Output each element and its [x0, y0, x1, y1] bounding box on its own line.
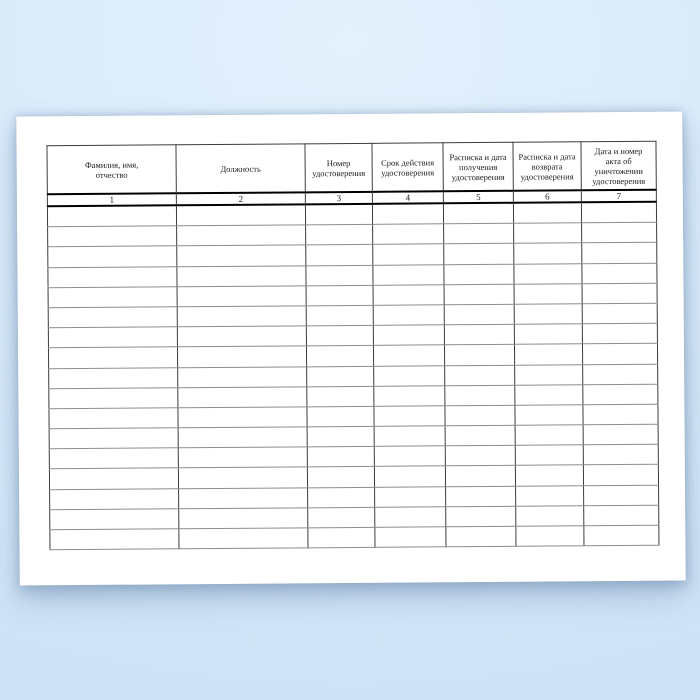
empty-cell: [177, 326, 306, 347]
column-number-3: 3: [305, 192, 372, 205]
empty-cell: [514, 263, 582, 284]
empty-cell: [307, 366, 374, 387]
document-page: [16, 112, 686, 586]
empty-cell: [374, 406, 445, 427]
empty-cell: [307, 386, 374, 407]
empty-cell: [176, 204, 305, 226]
empty-cell: [48, 226, 177, 247]
empty-cell: [373, 285, 444, 306]
column-number-7: 7: [581, 190, 656, 203]
empty-cell: [306, 245, 373, 266]
empty-cell: [178, 387, 307, 408]
table-head: [47, 141, 656, 206]
column-header-7: Дата и номер акта об уничтожении удостоверения: [581, 141, 656, 190]
empty-cell: [308, 527, 375, 548]
empty-cell: [445, 425, 515, 446]
empty-cell: [583, 364, 658, 385]
column-header-1: Фамилия, имя, отчество: [47, 145, 176, 194]
empty-cell: [514, 284, 582, 305]
empty-cell: [48, 266, 177, 287]
empty-cell: [374, 426, 445, 447]
column-number-2: 2: [176, 192, 305, 205]
empty-cell: [584, 485, 659, 506]
empty-cell: [306, 225, 373, 246]
empty-cell: [582, 323, 657, 344]
empty-cell: [514, 223, 582, 244]
empty-cell: [582, 263, 657, 284]
empty-cell: [583, 424, 658, 445]
empty-cell: [515, 384, 583, 405]
empty-cell: [50, 529, 179, 550]
empty-cell: [374, 446, 445, 467]
column-header-3: Номер удостоверения: [305, 143, 372, 192]
empty-cell: [48, 307, 177, 328]
empty-cell: [49, 468, 178, 489]
empty-cell: [581, 202, 656, 223]
empty-cell: [583, 444, 658, 465]
empty-cell: [306, 305, 373, 326]
empty-cell: [372, 203, 443, 224]
empty-cell: [178, 427, 307, 448]
empty-cell: [177, 245, 306, 266]
empty-cell: [514, 243, 582, 264]
empty-cell: [48, 347, 177, 368]
empty-cell: [374, 365, 445, 386]
empty-cell: [373, 264, 444, 285]
empty-cell: [583, 465, 658, 486]
empty-cell: [177, 346, 306, 367]
empty-cell: [582, 303, 657, 324]
empty-cell: [49, 387, 178, 408]
column-header-5: Расписка и дата получения удостоверения: [443, 142, 513, 191]
empty-cell: [178, 447, 307, 468]
empty-cell: [444, 324, 514, 345]
empty-cell: [305, 204, 372, 225]
empty-cell: [446, 506, 516, 527]
column-number-6: 6: [513, 190, 581, 203]
empty-cell: [444, 244, 514, 265]
column-number-4: 4: [372, 191, 443, 204]
empty-cell: [179, 528, 308, 549]
empty-cell: [375, 527, 446, 548]
empty-cell: [515, 364, 583, 385]
empty-cell: [443, 203, 513, 224]
empty-cell: [515, 445, 583, 466]
empty-cell: [582, 222, 657, 243]
empty-cell: [516, 485, 584, 506]
empty-cell: [50, 488, 179, 509]
empty-cell: [375, 486, 446, 507]
empty-cell: [584, 505, 659, 526]
empty-cell: [582, 344, 657, 365]
empty-cell: [445, 385, 515, 406]
column-number-1: 1: [47, 193, 176, 206]
empty-cell: [306, 346, 373, 367]
empty-cell: [306, 325, 373, 346]
empty-cell: [444, 284, 514, 305]
empty-cell: [446, 486, 516, 507]
empty-cell: [50, 509, 179, 530]
table-body: [47, 202, 659, 550]
empty-cell: [373, 244, 444, 265]
empty-cell: [373, 325, 444, 346]
empty-cell: [49, 408, 178, 429]
header-row: [47, 141, 656, 194]
empty-cell: [584, 525, 659, 546]
certificate-registry-table: [46, 141, 659, 551]
empty-cell: [48, 327, 177, 348]
empty-cell: [583, 404, 658, 425]
empty-cell: [514, 344, 582, 365]
column-number-5: 5: [443, 191, 513, 204]
empty-cell: [515, 405, 583, 426]
empty-cell: [178, 467, 307, 488]
empty-cell: [306, 265, 373, 286]
empty-cell: [513, 202, 581, 223]
empty-cell: [179, 487, 308, 508]
empty-cell: [374, 466, 445, 487]
empty-cell: [444, 223, 514, 244]
column-header-6: Расписка и дата возврата удостоверения: [513, 142, 581, 191]
empty-cell: [445, 446, 515, 467]
empty-cell: [515, 425, 583, 446]
empty-cell: [516, 506, 584, 527]
empty-cell: [445, 405, 515, 426]
empty-cell: [308, 507, 375, 528]
empty-cell: [373, 345, 444, 366]
empty-cell: [307, 447, 374, 468]
empty-cell: [308, 487, 375, 508]
empty-cell: [306, 285, 373, 306]
empty-cell: [49, 448, 178, 469]
empty-cell: [178, 407, 307, 428]
empty-cell: [179, 508, 308, 529]
empty-cell: [514, 324, 582, 345]
empty-cell: [307, 426, 374, 447]
empty-cell: [515, 465, 583, 486]
column-header-2: Должность: [176, 144, 305, 193]
empty-cell: [48, 287, 177, 308]
empty-cell: [49, 428, 178, 449]
empty-cell: [514, 304, 582, 325]
empty-cell: [178, 366, 307, 387]
empty-cell: [516, 526, 584, 547]
empty-cell: [375, 507, 446, 528]
empty-row: [50, 525, 659, 550]
empty-cell: [307, 467, 374, 488]
empty-cell: [307, 406, 374, 427]
empty-cell: [177, 265, 306, 286]
empty-cell: [177, 306, 306, 327]
empty-cell: [582, 283, 657, 304]
empty-cell: [177, 225, 306, 246]
empty-cell: [49, 367, 178, 388]
empty-cell: [374, 385, 445, 406]
empty-cell: [373, 305, 444, 326]
empty-cell: [445, 466, 515, 487]
empty-cell: [582, 243, 657, 264]
empty-cell: [446, 526, 516, 547]
empty-cell: [47, 205, 176, 227]
empty-cell: [444, 264, 514, 285]
empty-cell: [583, 384, 658, 405]
empty-cell: [445, 365, 515, 386]
column-header-4: Срок действия удостоверения: [372, 143, 443, 192]
empty-cell: [373, 224, 444, 245]
empty-cell: [48, 246, 177, 267]
empty-cell: [444, 304, 514, 325]
empty-cell: [444, 345, 514, 366]
empty-cell: [177, 286, 306, 307]
